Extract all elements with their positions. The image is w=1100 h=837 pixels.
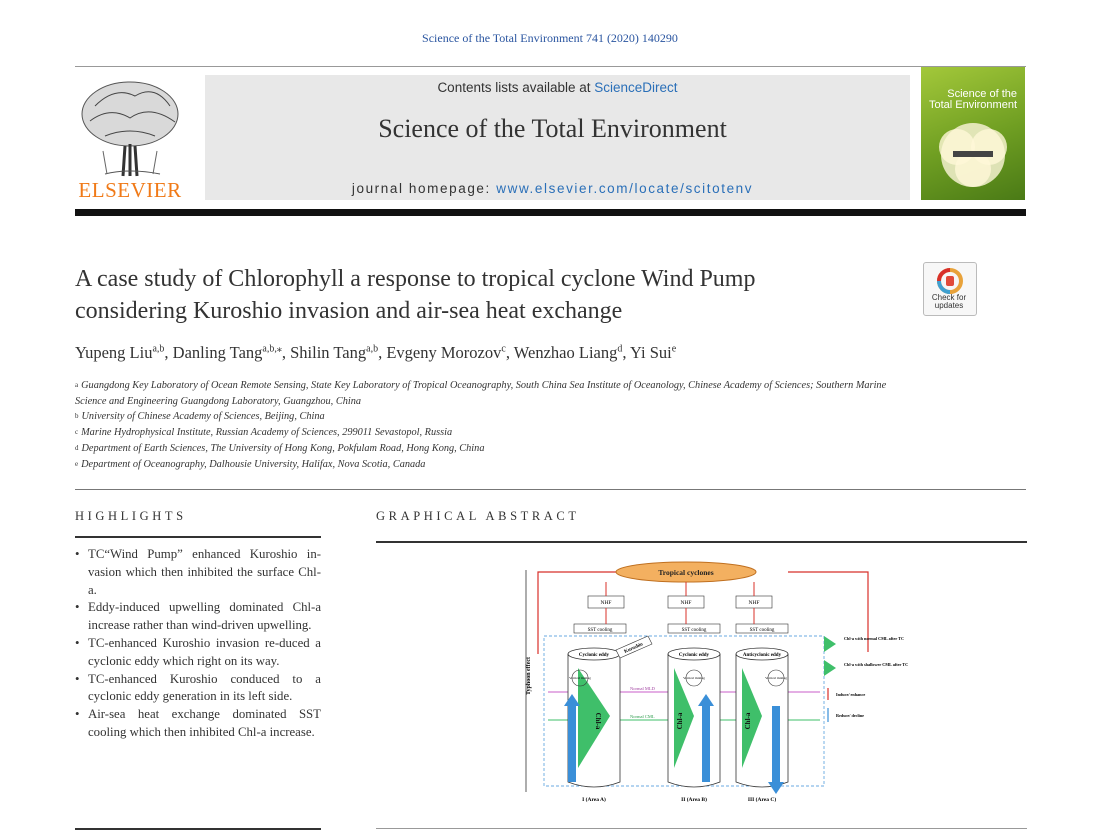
cover-title-line1: Science of the — [947, 88, 1017, 100]
svg-text:Chl-a: Chl-a — [744, 712, 752, 730]
affiliation-a: $^a$ Guangdong Key Laboratory of Ocean Remote Sensing, State Key Laboratory of Tropical Oceanography, South China Sea Institute of Oceanology, Chinese Academy of Sciences; Southern Marine Science and Engineering Guangdong Laboratory, Guangzhou, China — [75, 380, 887, 407]
publisher-wordmark: ELSEVIER — [78, 178, 182, 202]
figure-legend — [824, 636, 908, 722]
graphical-abstract-rule — [376, 541, 1027, 543]
svg-text:I (Area A): I (Area A) — [582, 797, 606, 803]
svg-text:II (Area B): II (Area B) — [681, 797, 707, 803]
svg-text:Vertical mixing: Vertical mixing — [569, 676, 591, 680]
affiliation-c: $^c$ Marine Hydrophysical Institute, Russian Academy of Sciences, 299011 Sevastopol, Russia — [75, 427, 453, 438]
svg-text:Kuroshio: Kuroshio — [623, 642, 644, 655]
svg-text:Induce/ enhance: Induce/ enhance — [836, 692, 866, 697]
sst-cooling-boxes — [574, 624, 788, 633]
homepage-line — [205, 181, 900, 196]
svg-text:SST cooling: SST cooling — [681, 628, 707, 633]
author[interactable]: Evgeny Morozov$^c$ — [386, 343, 506, 362]
highlight-item: • Eddy-induced upwelling dominated Chl-a increase rather than wind-driven upwelling. — [75, 599, 321, 635]
author-list: Yupeng Liu$^{a,b}$, Danling Tang$^{a,b,⁎}$, Shilin Tang$^{a,b}$, Evgeny Morozov$^c$, Wenzhao Liang$^d$, Yi Sui$^e$ — [75, 343, 677, 362]
cover-title-line2: Total Environment — [928, 99, 1017, 111]
journal-citation[interactable]: Science of the Total Environment 741 (2020) 140290 — [422, 31, 678, 45]
article-title — [75, 263, 895, 327]
svg-text:Chl-a: Chl-a — [594, 712, 602, 730]
journal-title[interactable]: Science of the Total Environment — [378, 114, 727, 143]
highlight-item: • TC-enhanced Kuroshio conduced to a cyclonic eddy generation in its left side. — [75, 671, 321, 707]
sciencedirect-link[interactable]: ScienceDirect — [594, 80, 678, 95]
svg-text:Reduce/ decline: Reduce/ decline — [836, 713, 865, 718]
normal-cml-label: Normal CML — [630, 714, 655, 719]
svg-text:SST cooling: SST cooling — [587, 628, 613, 633]
area-labels — [582, 796, 776, 803]
svg-text:Chl-a: Chl-a — [676, 712, 684, 730]
article-title-line1: A case study of Chlorophyll a response to tropical cyclone Wind Pump — [75, 266, 756, 292]
crossmark-icon — [924, 263, 976, 297]
tropical-cyclone-label: Tropical cyclones — [658, 568, 714, 577]
cover-flower-icon — [921, 67, 1025, 200]
highlights-heading: HIGHLIGHTS — [75, 509, 187, 523]
author[interactable]: Danling Tang$^{a,b,⁎}$ — [172, 343, 282, 362]
masthead-bottom-rule — [75, 209, 1026, 216]
journal-cover-image[interactable] — [921, 67, 1025, 200]
svg-text:III (Area C): III (Area C) — [747, 797, 777, 803]
nhf-boxes — [588, 596, 772, 608]
graphical-abstract-bottom-rule — [376, 828, 1027, 829]
svg-text:Chl-a with normal CML after TC: Chl-a with normal CML after TC — [844, 636, 904, 641]
typhoon-effect-label: Typhoon effect — [526, 656, 532, 696]
section-divider — [75, 489, 1026, 490]
article-title-line2: considering Kuroshio invasion and air-sea heat exchange — [75, 298, 623, 324]
svg-text:SST cooling: SST cooling — [749, 628, 775, 633]
highlight-item: • Air-sea heat exchange dominated SST cooling which then inhibited Chl-a increase. — [75, 706, 321, 742]
graphical-abstract-figure[interactable] — [518, 556, 909, 806]
svg-text:Anticyclonic eddy: Anticyclonic eddy — [742, 653, 782, 658]
author[interactable]: Shilin Tang$^{a,b}$ — [290, 343, 379, 362]
author[interactable]: Yi Sui$^e$ — [630, 343, 677, 362]
affiliation-e: $^e$ Department of Oceanography, Dalhousie University, Halifax, Nova Scotia, Canada — [75, 459, 426, 470]
svg-text:NHF: NHF — [600, 600, 612, 606]
svg-text:Cyclonic eddy: Cyclonic eddy — [678, 653, 710, 658]
svg-text:Chl-a with shallower CML after: Chl-a with shallower CML after TC — [844, 662, 909, 667]
contents-line — [205, 80, 910, 95]
journal-homepage-link[interactable]: www.elsevier.com/locate/scitotenv — [496, 181, 754, 196]
masthead-top-rule — [75, 66, 1026, 67]
graphical-abstract-heading: GRAPHICAL ABSTRACT — [376, 509, 580, 523]
svg-text:Vertical mixing: Vertical mixing — [683, 676, 705, 680]
svg-text:NHF: NHF — [748, 600, 760, 606]
affiliation-d: $^d$ Department of Earth Sciences, The University of Hong Kong, Pokfulam Road, Hong Kong, China — [75, 443, 485, 454]
highlight-item: • TC-enhanced Kuroshio invasion re-duced a cyclonic eddy which right on its way. — [75, 635, 321, 671]
affiliation-b: $^b$ University of Chinese Academy of Sciences, Beijing, China — [75, 411, 325, 422]
highlights-bottom-rule — [75, 828, 321, 830]
author[interactable]: Wenzhao Liang$^d$ — [513, 343, 623, 362]
normal-mld-label: Normal MLD — [630, 686, 655, 691]
highlight-item: • TC“Wind Pump” enhanced Kuroshio in-vasion which then inhibited the surface Chl-a. — [75, 546, 321, 599]
author[interactable]: Yupeng Liu$^{a,b}$ — [75, 343, 165, 362]
highlights-list — [75, 546, 321, 742]
svg-text:Vertical mixing: Vertical mixing — [765, 676, 787, 680]
contents-prefix: Contents lists available at — [437, 80, 595, 95]
highlights-rule — [75, 536, 321, 538]
forcing-arrows — [538, 572, 868, 654]
homepage-prefix: journal homepage: — [351, 181, 497, 196]
svg-text:Cyclonic eddy: Cyclonic eddy — [578, 653, 610, 658]
svg-text:NHF: NHF — [680, 600, 692, 606]
kuroshio-arrow — [616, 636, 652, 658]
crossmark-label: Check for updates — [931, 293, 967, 310]
